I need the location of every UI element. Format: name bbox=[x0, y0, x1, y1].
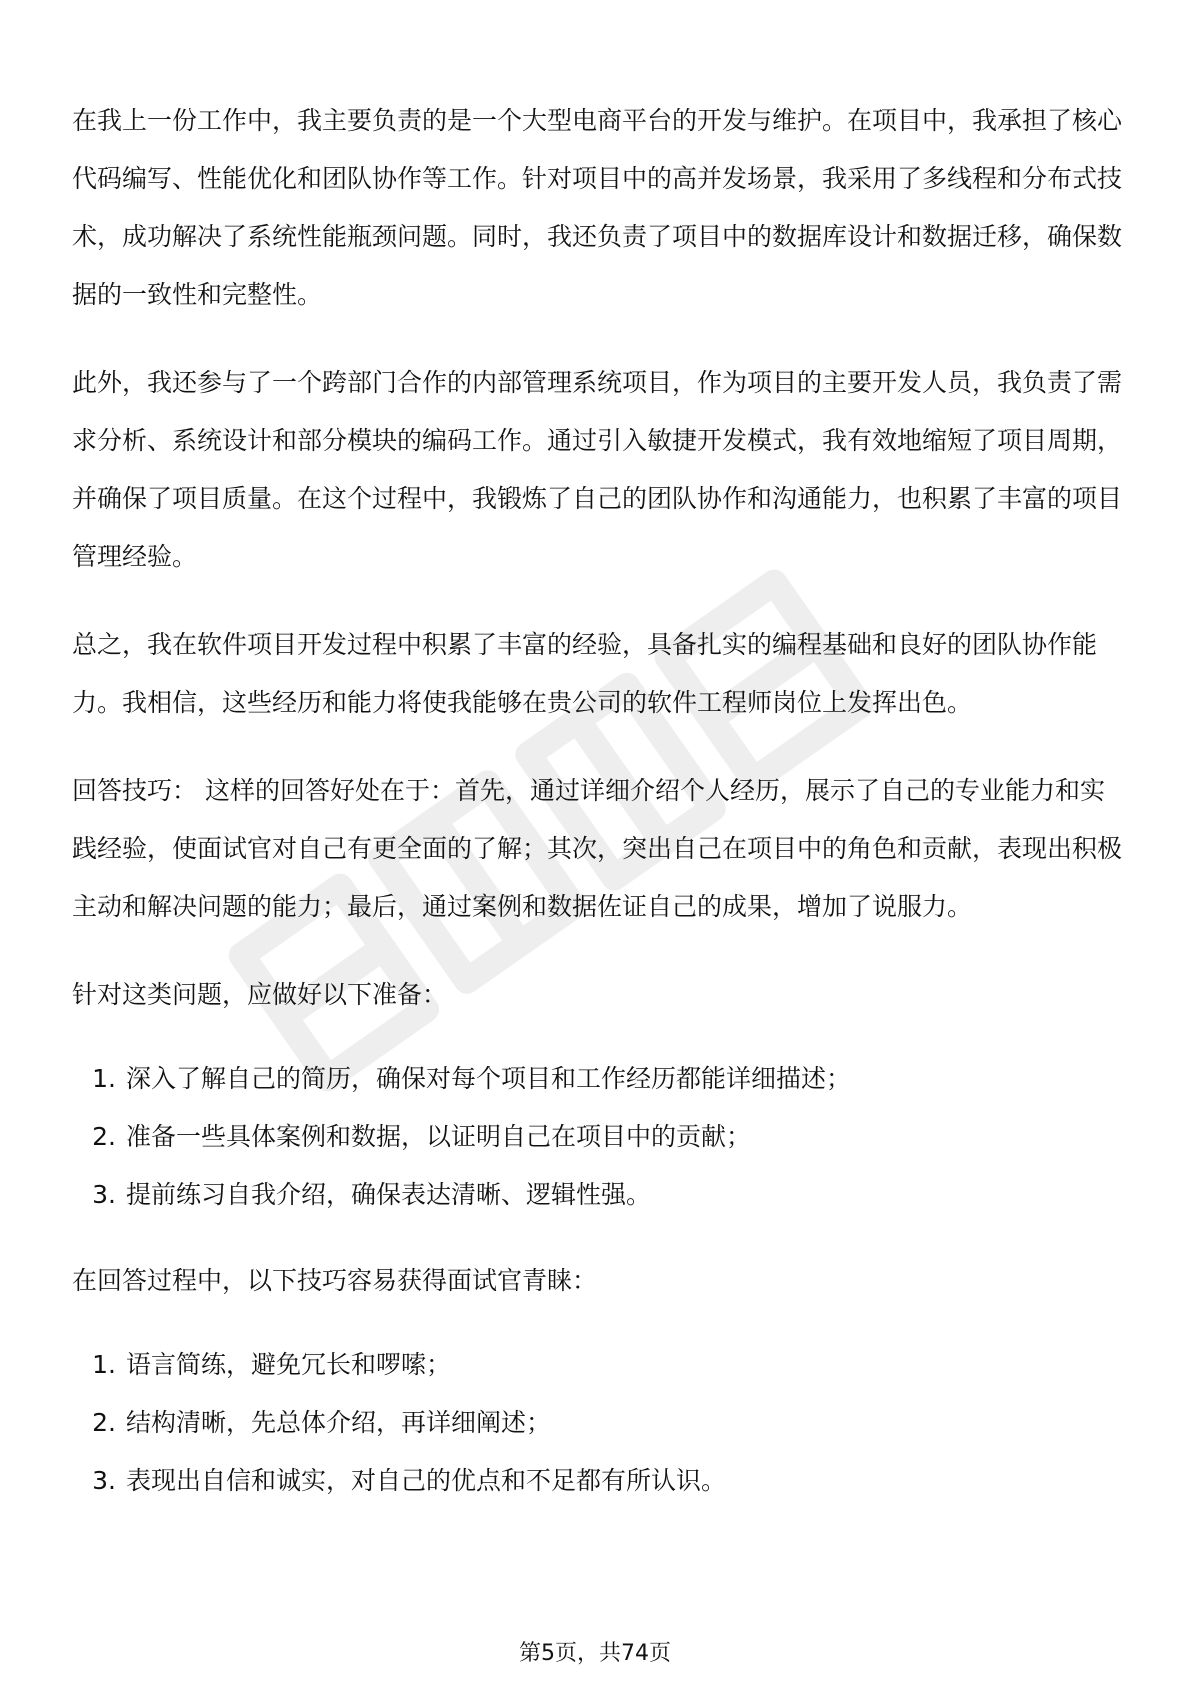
list-item-text: 表现出自信和诚实，对自己的优点和不足都有所认识。 bbox=[126, 1466, 727, 1495]
list-item-text: 准备一些具体案例和数据，以证明自己在项目中的贡献； bbox=[126, 1122, 752, 1151]
preparation-list bbox=[72, 1050, 1122, 1224]
list-item-number: 1. bbox=[92, 1064, 116, 1093]
paragraph-internal-project: 此外，我还参与了一个跨部门合作的内部管理系统项目，作为项目的主要开发人员，我负责了需求分析、系统设计和部分模块的编码工作。通过引入敏捷开发模式，我有效地缩短了项目周期，并确保了项目质量。在这个过程中，我锻炼了自己的团队协作和沟通能力，也积累了丰富的项目管理经验。 bbox=[72, 368, 1123, 571]
list-item-text: 深入了解自己的简历，确保对每个项目和工作经历都能详细描述； bbox=[126, 1064, 852, 1093]
list-item bbox=[72, 1452, 1122, 1510]
list-item-number: 2. bbox=[92, 1408, 116, 1437]
main-content bbox=[72, 92, 1122, 1538]
list-item bbox=[72, 1394, 1122, 1452]
paragraph-tips-intro: 在回答过程中，以下技巧容易获得面试官青睐： bbox=[72, 1266, 598, 1295]
list-item-text: 语言简练，避免冗长和啰嗦； bbox=[126, 1350, 452, 1379]
list-item bbox=[72, 1336, 1122, 1394]
paragraph-preparation-intro: 针对这类问题，应做好以下准备： bbox=[72, 980, 448, 1009]
page-number-footer: 第5页，共74页 bbox=[519, 1641, 671, 1666]
list-item-number: 1. bbox=[92, 1350, 116, 1379]
paragraph-answer-tips: 回答技巧： 这样的回答好处在于：首先，通过详细介绍个人经历，展示了自己的专业能力和实践经验，使面试官对自己有更全面的了解；其次，突出自己在项目中的角色和贡献，表现出积极主动和解决问题的能力；最后，通过案例和数据佐证自己的成果，增加了说服力。 bbox=[72, 776, 1123, 921]
list-item-number: 2. bbox=[92, 1122, 116, 1151]
list-item-number: 3. bbox=[92, 1466, 116, 1495]
paragraph-summary: 总之，我在软件项目开发过程中积累了丰富的经验，具备扎实的编程基础和良好的团队协作能力。我相信，这些经历和能力将使我能够在贵公司的软件工程师岗位上发挥出色。 bbox=[72, 630, 1098, 717]
tips-list bbox=[72, 1336, 1122, 1510]
list-item bbox=[72, 1108, 1122, 1166]
list-item-text: 结构清晰，先总体介绍，再详细阐述； bbox=[126, 1408, 552, 1437]
list-item-number: 3. bbox=[92, 1180, 116, 1209]
list-item-text: 提前练习自我介绍，确保表达清晰、逻辑性强。 bbox=[126, 1180, 652, 1209]
list-item bbox=[72, 1166, 1122, 1224]
paragraph-work-experience: 在我上一份工作中，我主要负责的是一个大型电商平台的开发与维护。在项目中，我承担了核心代码编写、性能优化和团队协作等工作。针对项目中的高并发场景，我采用了多线程和分布式技术，成功解决了系统性能瓶颈问题。同时，我还负责了项目中的数据库设计和数据迁移，确保数据的一致性和完整性。 bbox=[72, 106, 1123, 309]
list-item bbox=[72, 1050, 1122, 1108]
